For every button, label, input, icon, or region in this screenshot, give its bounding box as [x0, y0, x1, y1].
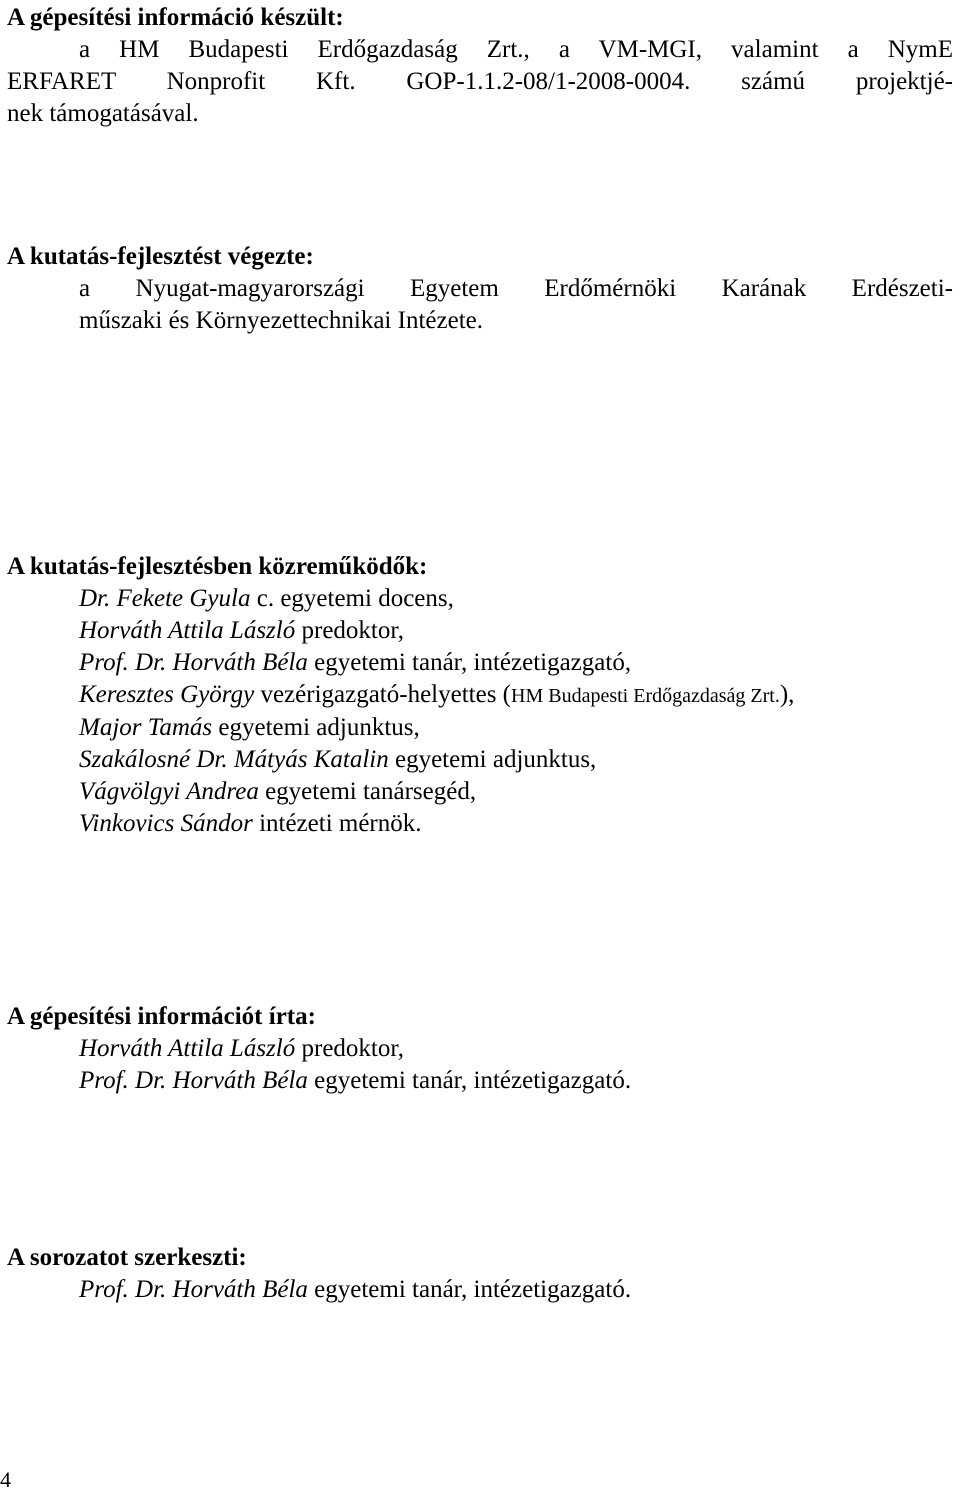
- contributor-line: [79, 615, 953, 647]
- contributor-line: [79, 1065, 953, 1097]
- contributor-line: [79, 808, 953, 840]
- contributor-line: [79, 679, 953, 712]
- section-heading: A gépesítési információt írta:: [7, 1003, 316, 1030]
- person-role: intézeti mérnök.: [252, 810, 422, 837]
- contributor-line: [79, 1274, 953, 1306]
- person-name: Prof. Dr. Horváth Béla: [79, 1067, 308, 1094]
- contributor-line: [79, 744, 953, 776]
- person-name: Szakálosné Dr. Mátyás Katalin: [79, 746, 389, 773]
- section-research-by: [7, 241, 953, 337]
- person-role: c. egyetemi docens,: [250, 585, 454, 612]
- person-role: egyetemi tanár, intézetigazgató.: [307, 1067, 632, 1094]
- person-role: vezérigazgató-helyettes (: [254, 681, 512, 708]
- section-series-editor: [7, 1242, 953, 1306]
- person-name: Dr. Fekete Gyula: [79, 585, 251, 612]
- section-written-by: [7, 1001, 953, 1097]
- text-line: műszaki és Környezettechnikai Intézete.: [79, 307, 483, 334]
- person-name: Horváth Attila László: [79, 1035, 296, 1062]
- person-role: egyetemi tanár, intézetigazgató.: [307, 1276, 632, 1303]
- person-name: Major Tamás: [79, 714, 213, 741]
- contributor-line: [79, 712, 953, 744]
- text-line: nek támogatásával.: [7, 100, 199, 127]
- organization-name: HM Budapesti Erdőgazdaság Zrt.: [511, 685, 780, 707]
- section-heading: A kutatás-fejlesztésben közreműködők:: [7, 553, 428, 580]
- person-role: predoktor,: [295, 1035, 404, 1062]
- person-name: Vágvölgyi Andrea: [79, 778, 259, 805]
- section-heading: A gépesítési információ készült:: [7, 4, 344, 31]
- person-name: Horváth Attila László: [79, 617, 296, 644]
- person-name: Vinkovics Sándor: [79, 810, 253, 837]
- page-number: 4: [0, 1467, 11, 1492]
- text-line: a Nyugat-magyarországi Egyetem Erdőmérnöki Karának Erdészeti-: [79, 275, 953, 302]
- contributor-line: [79, 1033, 953, 1065]
- text-line: a HM Budapesti Erdőgazdaság Zrt., a VM-MGI, valamint a NymE: [79, 36, 953, 63]
- person-role: predoktor,: [295, 617, 404, 644]
- contributor-line: [79, 647, 953, 679]
- section-prepared-by: [7, 2, 953, 130]
- closing-punctuation: ),: [779, 681, 795, 708]
- contributor-line: [79, 776, 953, 808]
- section-heading: A sorozatot szerkeszti:: [7, 1244, 247, 1271]
- person-name: Prof. Dr. Horváth Béla: [79, 649, 308, 676]
- text-line: ERFARET Nonprofit Kft. GOP-1.1.2-08/1-2008-0004. számú projektjé-: [7, 68, 953, 95]
- person-name: Prof. Dr. Horváth Béla: [79, 1276, 308, 1303]
- person-role: egyetemi tanár, intézetigazgató,: [307, 649, 632, 676]
- person-name: Keresztes György: [79, 681, 255, 708]
- person-role: egyetemi adjunktus,: [388, 746, 597, 773]
- person-role: egyetemi adjunktus,: [212, 714, 420, 741]
- contributor-line: [79, 583, 953, 615]
- section-contributors: [7, 551, 953, 840]
- section-heading: A kutatás-fejlesztést végezte:: [7, 243, 314, 270]
- person-role: egyetemi tanársegéd,: [258, 778, 477, 805]
